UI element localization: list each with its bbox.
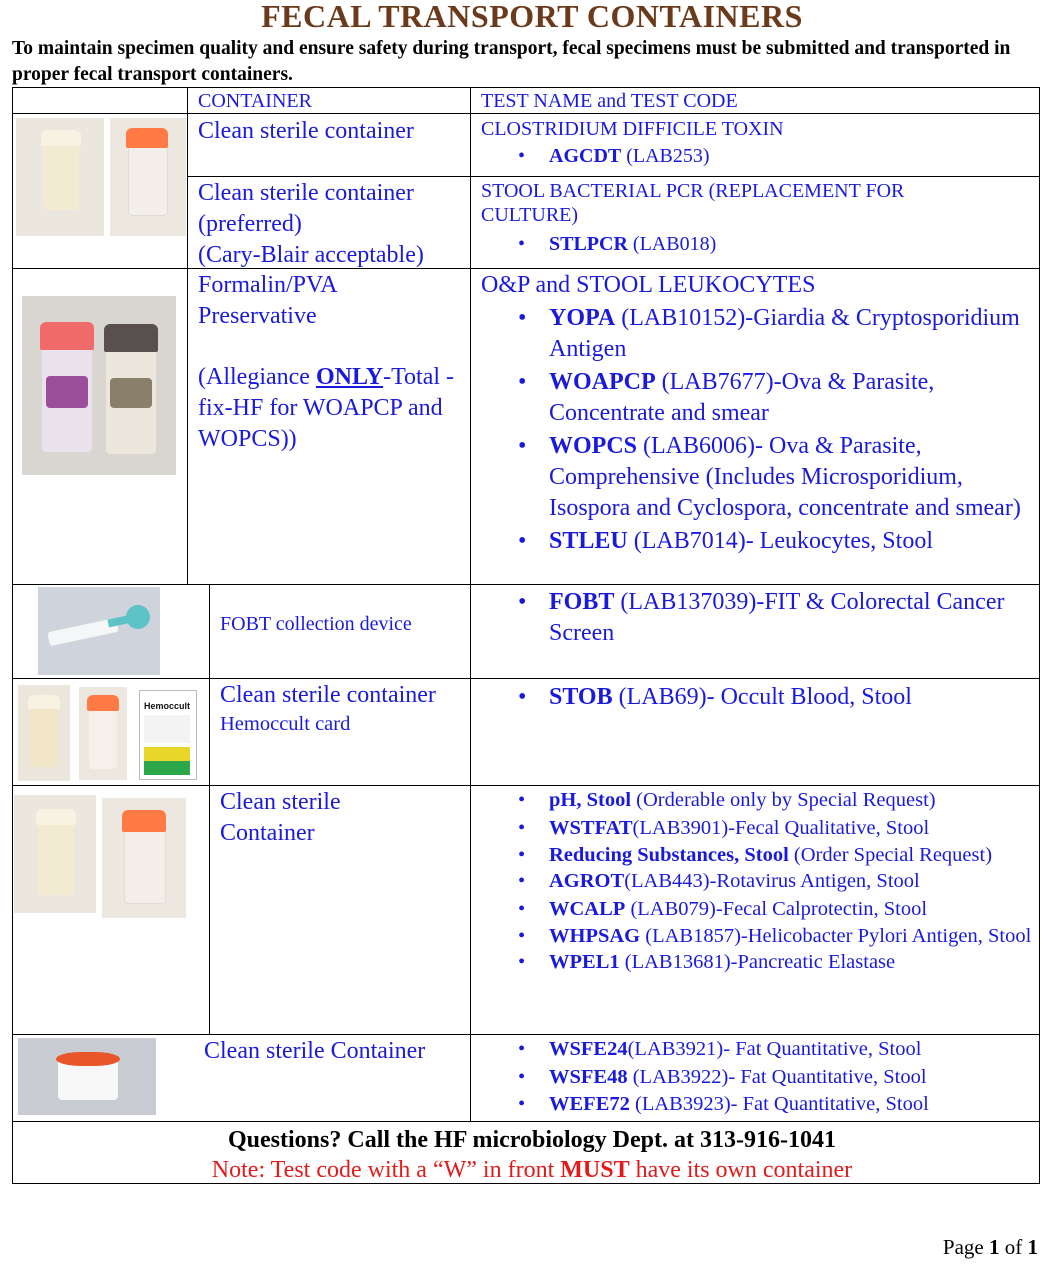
test-desc: (LAB137039)-FIT & Colorectal Cancer Screen [549,589,1005,646]
fobt-device-photo [38,587,160,675]
test-code: WEFE72 [549,1093,630,1115]
intro-text: To maintain specimen quality and ensure safety during transport, fecal specimens must be submitted and transported in proper fecal transport containers. [12,38,1011,85]
questions-text: Questions? Call the HF microbiology Dept. at 313-916-1041 [228,1127,836,1153]
test-desc: (LAB3921)- Fat Quantitative, Stool [627,1038,922,1060]
page-current: 1 [989,1235,1000,1259]
row5-list [481,682,1037,713]
test-code: STLEU [549,528,628,554]
container-photo [18,1038,156,1115]
test-item [481,1091,1037,1119]
row1-list [481,144,1036,168]
test-code: AGROT [549,870,625,892]
container-line: Preservative [198,303,317,329]
note-text: (Allegiance [198,364,316,390]
test-desc: (LAB443)-Rotavirus Antigen, Stool [624,870,920,892]
card-label: Hemoccult [144,701,191,711]
test-code: STOB [549,684,613,710]
container-line: Formalin/PVA [198,272,338,298]
hemoccult-card-photo [139,690,197,780]
test-item [481,1064,1037,1092]
container-photo [14,795,96,913]
test-desc: (Orderable only by Special Request) [631,789,936,811]
container-line: Container [220,820,315,846]
row4-container: FOBT collection device [220,613,412,635]
test-item [481,431,1037,524]
header-container: CONTAINER [198,90,312,112]
row3-list [481,303,1037,557]
page-label: Page [942,1235,989,1259]
page-number [943,1234,1038,1260]
test-desc: (LAB3901)-Fecal Qualitative, Stool [632,816,930,839]
test-desc: (LAB079)-Fecal Calprotectin, Stool [625,897,928,920]
test-item [481,526,1037,557]
test-desc: (LAB10152)-Giardia & Cryptosporidium Antigen [549,305,1020,362]
note-text [0,1155,1064,1185]
test-desc: (LAB3923)- Fat Quantitative, Stool [629,1093,929,1115]
page-of: of [999,1235,1028,1259]
row3-container [198,270,338,332]
container-photo [110,118,186,236]
test-desc: (LAB018) [627,233,717,255]
test-item [481,144,1036,168]
test-item [481,842,1037,868]
test-item [481,303,1037,365]
container-line: Clean sterile [220,789,341,815]
test-code: WOPCS [549,433,638,459]
header-test: TEST NAME and TEST CODE [481,90,738,112]
test-item [481,896,1037,924]
row7-container: Clean sterile Container [204,1038,426,1064]
row2-list [481,232,1036,256]
test-desc: (LAB69)- Occult Blood, Stool [612,684,912,710]
row7-list [481,1036,1037,1119]
test-code: WCALP [549,897,626,920]
test-desc: (Order Special Request) [788,844,993,866]
container-line: (preferred) [198,211,302,237]
test-code: AGCDT [549,145,622,167]
test-desc: (LAB3922)- Fat Quantitative, Stool [627,1065,927,1088]
row4-list [481,587,1037,649]
test-code: pH, Stool [549,789,632,811]
test-code: WSTFAT [549,816,633,839]
row1-container: Clean sterile container [198,118,414,144]
test-code: FOBT [549,589,615,615]
formalin-pva-photo [22,296,176,475]
test-code: WHPSAG [549,925,641,947]
row2-test-title: STOOL BACTERIAL PCR (REPLACEMENT FOR CULTURE) [481,180,905,226]
row5-container2: Hemoccult card [220,713,351,735]
test-item [481,682,1037,713]
test-desc: (LAB7677)-Ova & Parasite, Concentrate and smear [549,369,935,426]
row2-container [198,178,424,271]
note-post: have its own container [629,1157,853,1183]
test-item [481,868,1037,896]
container-line: Clean sterile container [198,180,414,206]
note-text: -Total -fix-HF for WOAPCP and WOPCS)) [198,364,455,452]
container-photo [18,685,70,781]
test-desc: (LAB6006)- Ova & Parasite, Comprehensive (Includes Microsporidium, Isospora and Cyclospora, concentrate and smear) [549,433,1021,521]
test-item [481,923,1037,949]
test-desc: (LAB1857)-Helicobacter Pylori Antigen, Stool [640,925,1032,947]
row6-container [220,787,341,849]
test-item [481,949,1037,977]
container-photo [102,798,186,918]
test-item [481,232,1036,256]
page-title: FECAL TRANSPORT CONTAINERS [261,0,803,34]
test-item [481,1036,1037,1064]
row1-test-title: CLOSTRIDIUM DIFFICILE TOXIN [481,118,784,140]
row6-list [481,787,1037,977]
test-desc: (LAB7014)- Leukocytes, Stool [627,528,933,554]
note-pre: Note: Test code with a “W” in front [211,1157,561,1183]
test-desc: (LAB253) [621,145,710,167]
test-code: WSFE48 [549,1065,628,1088]
only-emphasis: ONLY [315,364,384,390]
test-code: WOAPCP [549,369,656,395]
test-code: YOPA [549,305,616,331]
test-code: WSFE24 [549,1038,628,1060]
container-photo [16,118,104,236]
test-item [481,787,1037,815]
container-photo [79,687,127,780]
test-code: STLPCR [549,233,628,255]
row3-note [198,362,466,455]
test-item [481,587,1037,649]
test-item [481,367,1037,429]
row3-test-title: O&P and STOOL LEUKOCYTES [481,272,816,298]
test-item [481,815,1037,843]
test-code: Reducing Substances, Stool [549,844,789,866]
page-total: 1 [1027,1235,1038,1259]
test-code: WPEL1 [549,951,620,973]
must-emphasis: MUST [560,1157,630,1183]
row5-container: Clean sterile container [220,682,436,708]
container-line: (Cary-Blair acceptable) [198,242,424,268]
test-desc: (LAB13681)-Pancreatic Elastase [619,951,896,973]
